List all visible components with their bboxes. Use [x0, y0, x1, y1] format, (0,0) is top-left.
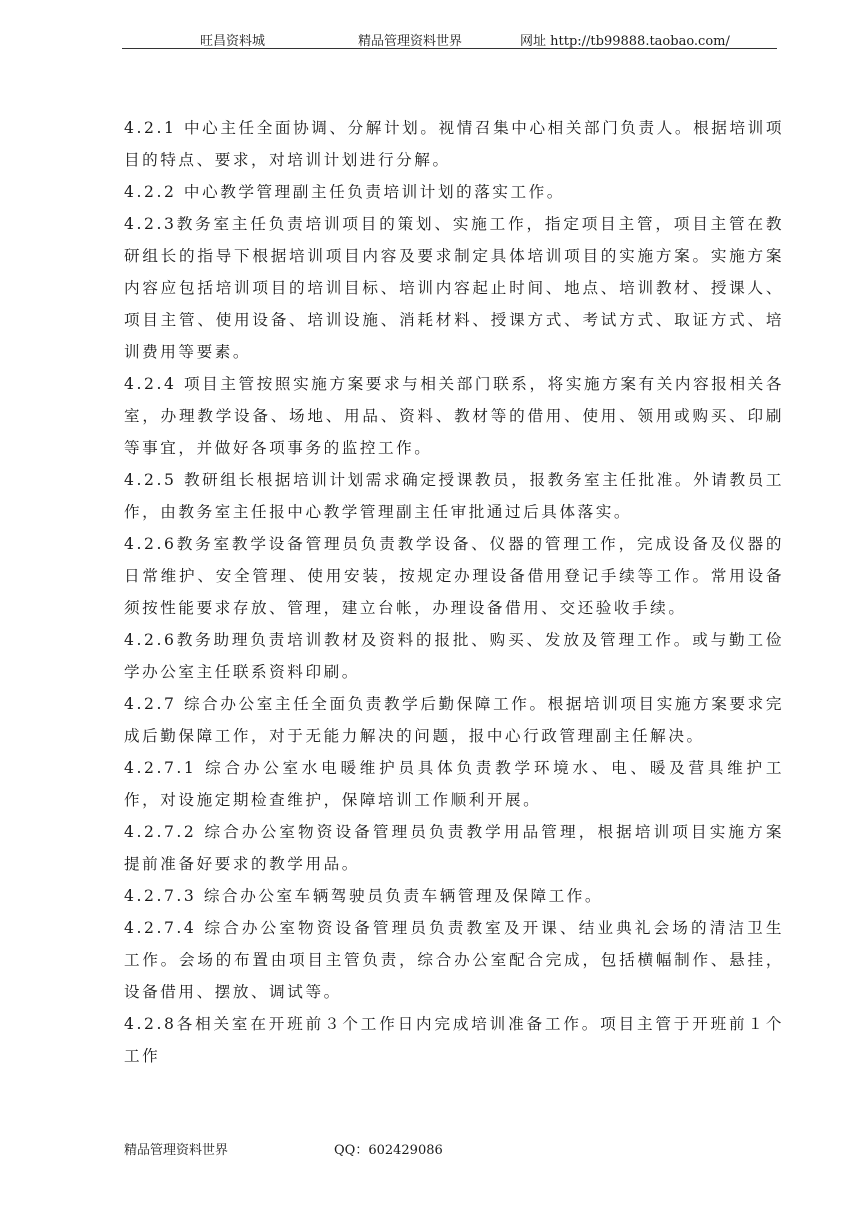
paragraph-4-2-8: 4.2.8各相关室在开班前３个工作日内完成培训准备工作。项目主管于开班前１个工作: [124, 1015, 784, 1065]
paragraph-4-2-4: 4.2.4 项目主管按照实施方案要求与相关部门联系，将实施方案有关内容报相关各室，办理教学设备、场地、用品、资料、教材等的借用、使用、领用或购买、印刷等事宜，并做好各项事务的监控工作。: [124, 375, 784, 457]
header-site-name: 旺昌资料城: [200, 34, 266, 49]
header-title: 精品管理资料世界: [358, 34, 463, 49]
paragraph-4-2-2: 4.2.2 中心教学管理副主任负责培训计划的落实工作。: [124, 183, 565, 201]
page-header: [122, 28, 777, 49]
paragraph-4-2-3: 4.2.3教务室主任负责培训项目的策划、实施工作，指定项目主管，项目主管在教研组长的指导下根据培训项目内容及要求制定具体培训项目的实施方案。实施方案内容应包括培训项目的培训目标、培训内容起止时间、地点、培训教材、授课人、项目主管、使用设备、培训设施、消耗材料、授课方式、考试方式、取证方式、培训费用等要素。: [124, 215, 784, 361]
footer-qq: QQ：602429086: [334, 1143, 443, 1158]
paragraph-4-2-7-1: 4.2.7.1 综合办公室水电暖维护员具体负责教学环境水、电、暖及营具维护工作，对设施定期检查维护，保障培训工作顺利开展。: [124, 759, 784, 809]
paragraph-4-2-7-4: 4.2.7.4 综合办公室物资设备管理员负责教室及开课、结业典礼会场的清洁卫生工作。会场的布置由项目主管负责，综合办公室配合完成，包括横幅制作、悬挂，设备借用、摆放、调试等。: [124, 919, 784, 1001]
paragraph-4-2-6-b: 4.2.6教务助理负责培训教材及资料的报批、购买、发放及管理工作。或与勤工俭学办公室主任联系资料印刷。: [124, 631, 784, 681]
paragraph-4-2-6-a: 4.2.6教务室教学设备管理员负责教学设备、仪器的管理工作，完成设备及仪器的日常维护、安全管理、使用安装，按规定办理设备借用登记手续等工作。常用设备须按性能要求存放、管理，建立台帐，办理设备借用、交还验收手续。: [124, 535, 784, 617]
header-url: 网址 http://tb99888.taobao.com/: [520, 34, 730, 49]
paragraph-4-2-5: 4.2.5 教研组长根据培训计划需求确定授课教员，报教务室主任批准。外请教员工作，由教务室主任报中心教学管理副主任审批通过后具体落实。: [124, 471, 784, 521]
document-body: [124, 112, 784, 1072]
paragraph-4-2-7: 4.2.7 综合办公室主任全面负责教学后勤保障工作。根据培训项目实施方案要求完成后勤保障工作，对于无能力解决的问题，报中心行政管理副主任解决。: [124, 695, 784, 745]
page-footer: [124, 1139, 443, 1158]
footer-site-name: 精品管理资料世界: [124, 1143, 229, 1158]
paragraph-4-2-1: 4.2.1 中心主任全面协调、分解计划。视情召集中心相关部门负责人。根据培训项目的特点、要求，对培训计划进行分解。: [124, 119, 784, 169]
paragraph-4-2-7-3: 4.2.7.3 综合办公室车辆驾驶员负责车辆管理及保障工作。: [124, 887, 604, 905]
paragraph-4-2-7-2: 4.2.7.2 综合办公室物资设备管理员负责教学用品管理，根据培训项目实施方案提前准备好要求的教学用品。: [124, 823, 784, 873]
